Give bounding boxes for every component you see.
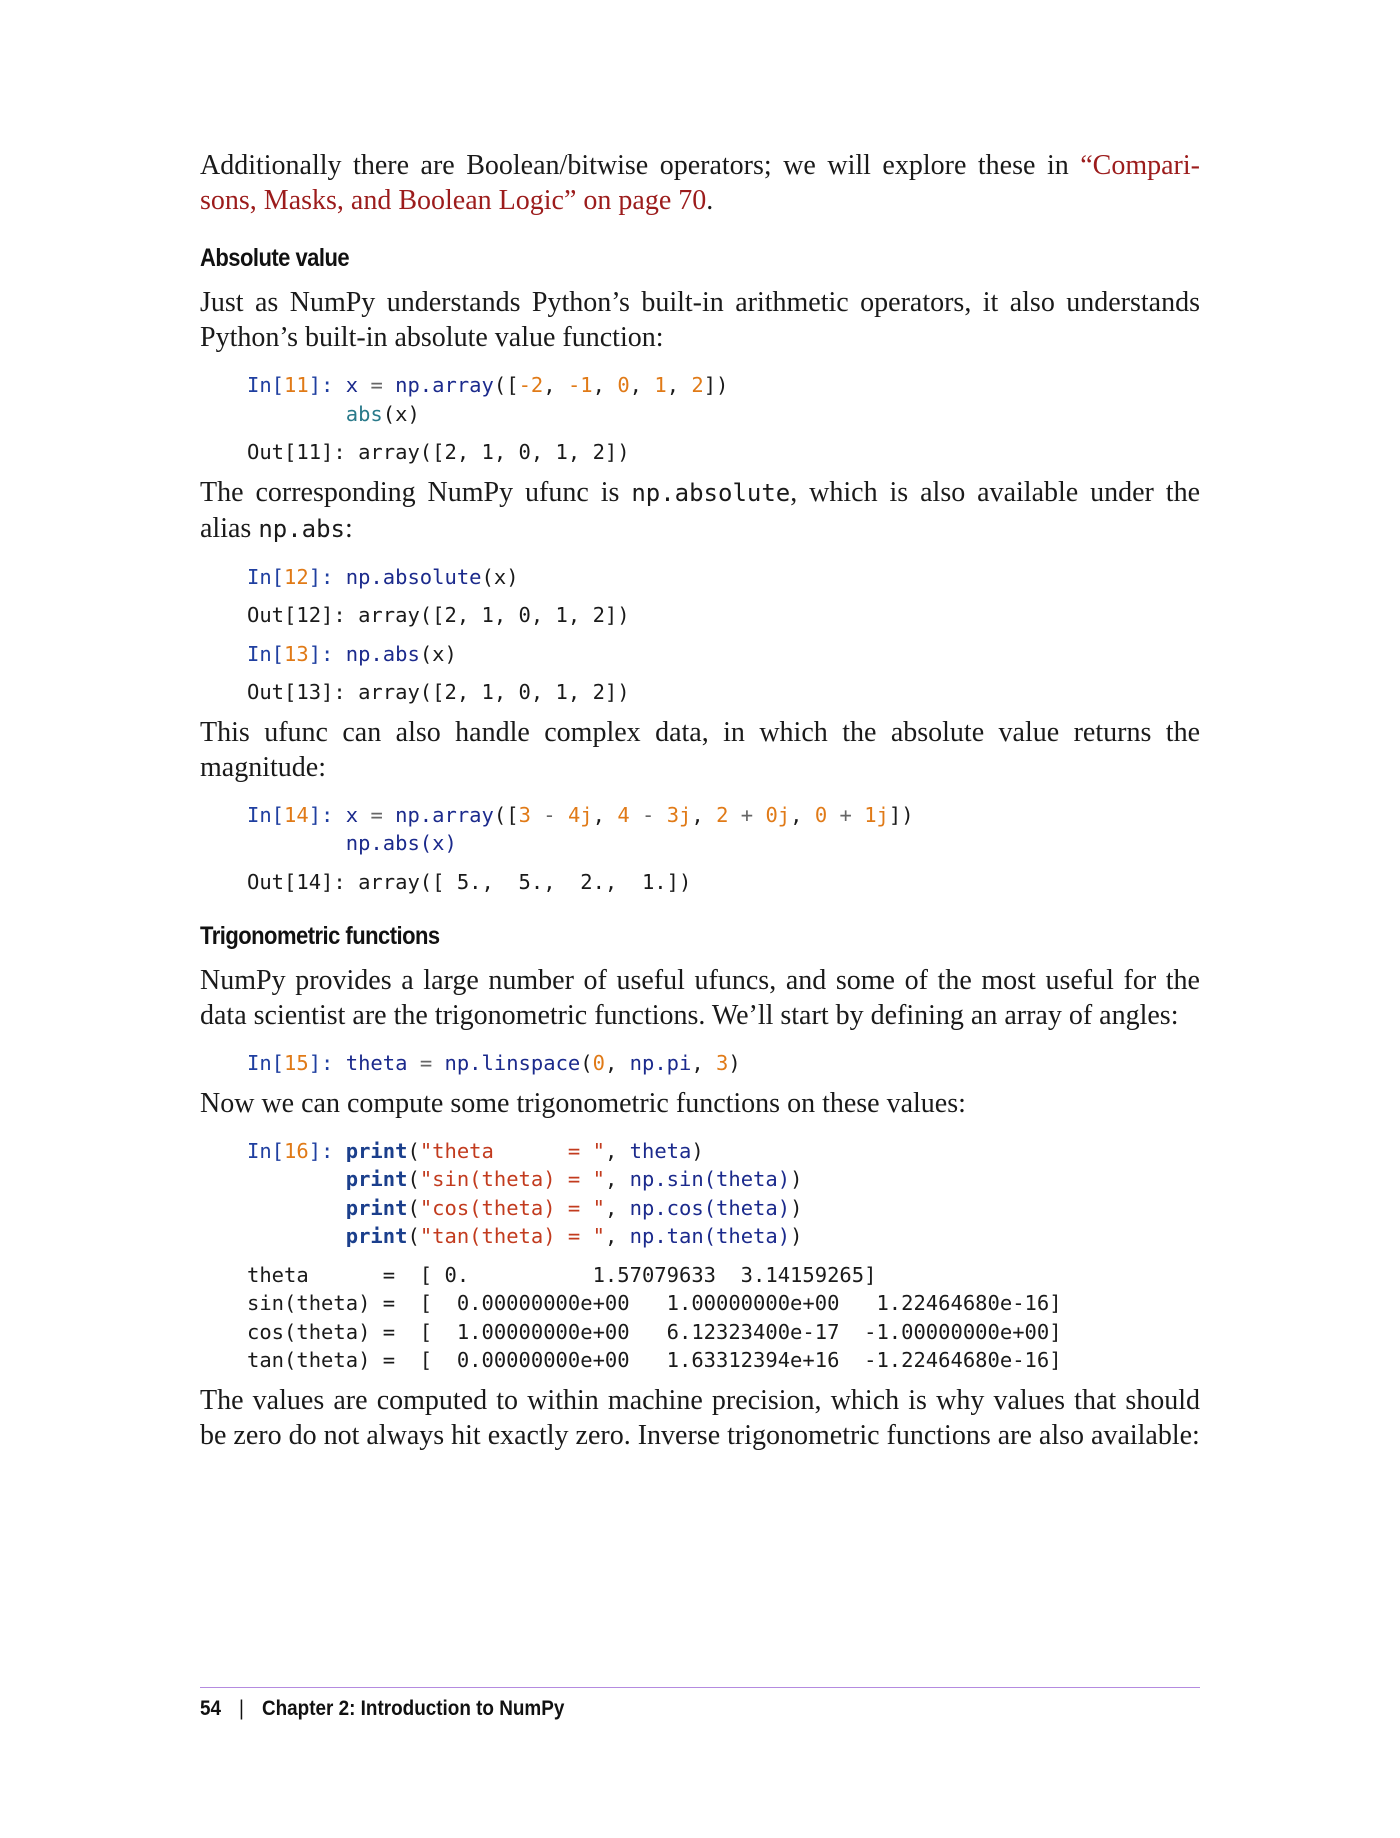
chapter-title: Chapter 2: Introduction to NumPy <box>261 1697 565 1720</box>
paragraph-absolute-ufunc: The corresponding NumPy ufunc is np.absolute, which is also available under the alias np.abs: <box>200 476 1200 544</box>
output-line: tan(theta) = [ 0.00000000e+00 1.63312394e+16 -1.22464680e-16] <box>247 1348 1062 1372</box>
paragraph-abs-intro: Just as NumPy understands Python’s built-in arithmetic operators, it also understands Python’s built-in absolute value function: <box>200 287 1200 353</box>
output-in16 <box>200 1261 1200 1375</box>
paragraph-boolean-ops <box>200 148 1200 218</box>
code-block-in14: In[14]: x = np.array([3 - 4j, 4 - 3j, 2 + 0j, 0 + 1j]) np.abs(x) Out[14]: array([ 5., 5., 2., 1.]) <box>200 801 1200 897</box>
page-number: 54 <box>200 1697 222 1720</box>
page-footer <box>200 1697 564 1721</box>
output-out11: Out[11]: array([2, 1, 0, 1, 2]) <box>247 440 630 464</box>
footer-separator: | <box>239 1697 244 1720</box>
output-line: theta = [ 0. 1.57079633 3.14159265] <box>247 1262 877 1287</box>
output-out13: Out[13]: array([2, 1, 0, 1, 2]) <box>247 680 630 704</box>
page-body <box>200 148 1200 1453</box>
code-block-in16: In[16]: print("theta = ", theta) print("sin(theta) = ", np.sin(theta)) print("cos(theta) = ", np.cos(theta)) print("tan(theta) = ", np.tan(theta)) theta = [ 0. 1.57079633 3.14159265] sin(theta) = [ 0.00000000e+00 1.00000000e+00 1.22464680e-16] cos(theta) = [ 1.00000000e+00 6.12323400e-17 -1.00000000e+00] tan(theta) = [ 0.00000000e+00 1.63312394e+16 -1.22464680e-16] <box>200 1137 1200 1375</box>
para1-end: . <box>706 185 714 216</box>
para1-text: Additionally there are Boolean/bitwise operators; we will explore these in <box>200 150 1081 181</box>
paragraph-compute-trig: Now we can compute some trigonometric functions on these values: <box>200 1087 966 1119</box>
output-out14: Out[14]: array([ 5., 5., 2., 1.]) <box>247 869 692 894</box>
paragraph-machine-precision: The values are computed to within machine precision, which is why values that should be zero do not always hit exactly zero. Inverse trigonometric functions are also available: <box>200 1384 1200 1451</box>
output-out12: Out[12]: array([2, 1, 0, 1, 2]) <box>247 603 630 627</box>
output-line: sin(theta) = [ 0.00000000e+00 1.00000000e+00 1.22464680e-16] <box>247 1291 1062 1315</box>
code-block-in11: In[11]: x = np.array([-2, -1, 0, 1, 2]) abs(x) Out[11]: array([2, 1, 0, 1, 2]) <box>200 371 1200 467</box>
cross-reference-link[interactable]: “Compari- sons, Masks, and Boolean Logic” on page 70 <box>200 150 1200 216</box>
code-block-in12-13: In[12]: np.absolute(x) Out[12]: array([2, 1, 0, 1, 2]) In[13]: np.abs(x) Out[13]: array([2, 1, 0, 1, 2]) <box>200 563 1200 707</box>
footer-rule <box>200 1687 1200 1688</box>
heading-absolute-value: Absolute value <box>200 244 350 272</box>
paragraph-complex-data: This ufunc can also handle complex data, in which the absolute value returns the magnitude: <box>200 716 1200 783</box>
code-block-in15: In[15]: theta = np.linspace(0, np.pi, 3) <box>247 1051 741 1075</box>
paragraph-trig-intro: NumPy provides a large number of useful ufuncs, and some of the most useful for the data scientist are the trigonometric functions. We’ll start by defining an array of angles: <box>200 965 1200 1031</box>
heading-trigonometric-functions: Trigonometric functions <box>200 922 440 950</box>
output-line: cos(theta) = [ 1.00000000e+00 6.12323400e-17 -1.00000000e+00] <box>247 1319 1062 1344</box>
